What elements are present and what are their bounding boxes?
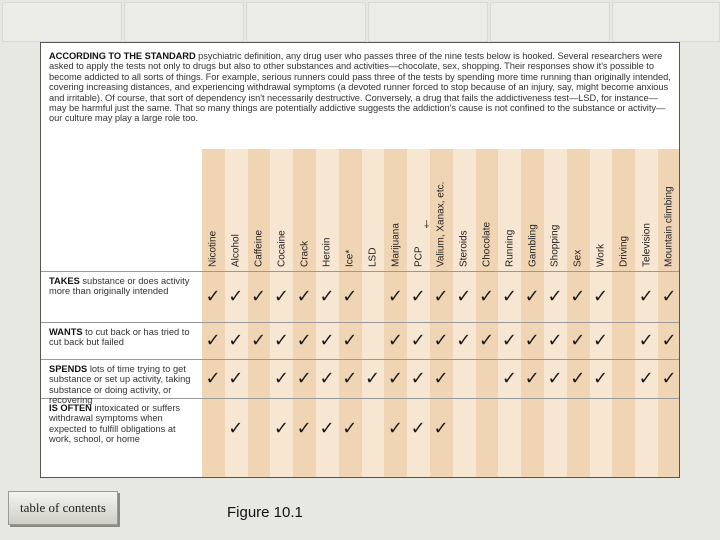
- row-label-lead: SPENDS: [49, 364, 88, 374]
- column-work: [590, 149, 613, 477]
- row-label-lead: IS OFTEN: [49, 403, 92, 413]
- column-running: [498, 149, 521, 477]
- column-header: Mountain climbing: [663, 186, 675, 267]
- column-header: Ice*: [344, 249, 356, 267]
- column-nicotine: [202, 149, 225, 477]
- check-mark: ✓: [296, 367, 312, 389]
- row-label: [49, 327, 199, 348]
- check-mark: ✓: [547, 285, 563, 307]
- column-sex: [567, 149, 590, 477]
- column-shopping: [544, 149, 567, 477]
- check-mark: ✓: [387, 367, 403, 389]
- check-mark: ✓: [319, 367, 335, 389]
- check-mark: ✓: [365, 367, 381, 389]
- column-header: Marijuana: [390, 223, 402, 267]
- column-header: Chocolate: [481, 221, 493, 267]
- check-mark: ✓: [501, 367, 517, 389]
- intro-paragraph: [49, 51, 673, 124]
- intro-text: psychiatric definition, any drug user who passes three of the nine tests below is hooked. Several researchers were asked to apply the tests not only to drugs but also to other substances and activities—chocolate, sex, shopping. Their responses show it's possible to become addicted to all sorts of things. For example, serious runners could pass three of the tests by spending more time running than originally intended, covering increasing distances, and experiencing withdrawal symptoms (a devoted runner forced to stop because of an injury, say, might become anxious and irritable). Of course, that sort of dependency isn't necessarily destructive. Conversely, a drug that fails the addictiveness test—LSD, for instance—may be harmful just the same. That so many things are potentially addictive suggests the addiction's cause is not confined to the substance or activity—our culture may play a large role too.: [49, 51, 671, 124]
- column-header: Running: [504, 229, 516, 267]
- check-mark: ✓: [593, 367, 609, 389]
- check-mark: ✓: [387, 329, 403, 351]
- check-mark: ✓: [410, 367, 426, 389]
- check-mark: ✓: [433, 329, 449, 351]
- check-mark: ✓: [524, 329, 540, 351]
- check-mark: ✓: [524, 367, 540, 389]
- check-mark: ✓: [387, 418, 403, 439]
- check-mark: ✓: [661, 367, 677, 389]
- column-driving: [612, 149, 635, 477]
- check-mark: ✓: [593, 329, 609, 351]
- check-mark: ✓: [410, 418, 426, 439]
- row-label-text: substance or does activity more than originally intended: [49, 276, 190, 297]
- check-mark: ✓: [661, 285, 677, 307]
- row-label: [49, 364, 199, 405]
- column-header: Alcohol: [230, 234, 242, 267]
- row-divider: [41, 322, 680, 323]
- check-mark: ✓: [433, 418, 449, 439]
- column-television: [635, 149, 658, 477]
- column-header: Work: [595, 243, 607, 267]
- figure-caption: Figure 10.1: [227, 504, 303, 521]
- check-mark: ✓: [479, 329, 495, 351]
- check-mark: ✓: [570, 329, 586, 351]
- check-mark: ✓: [433, 285, 449, 307]
- check-mark: ✓: [570, 367, 586, 389]
- check-mark: ✓: [228, 367, 244, 389]
- row-label-text: to cut back or has tried to cut back but failed: [49, 327, 190, 348]
- column-caffeine: [248, 149, 271, 477]
- column-header: Shopping: [549, 224, 561, 267]
- column-header: Sex: [572, 249, 584, 267]
- column-header: Television: [641, 223, 653, 267]
- check-mark: ✓: [456, 285, 472, 307]
- check-mark: ✓: [547, 367, 563, 389]
- check-mark: ✓: [228, 285, 244, 307]
- column-chocolate: [476, 149, 499, 477]
- column-header: Crack: [299, 240, 311, 267]
- check-mark: ✓: [205, 367, 221, 389]
- check-mark: ✓: [342, 329, 358, 351]
- column-header: Driving: [618, 235, 630, 267]
- check-mark: ✓: [501, 329, 517, 351]
- check-mark: ✓: [342, 285, 358, 307]
- check-mark: ✓: [251, 329, 267, 351]
- row-label: [49, 276, 199, 297]
- check-mark: ✓: [593, 285, 609, 307]
- check-mark: ✓: [228, 418, 244, 439]
- check-mark: ✓: [273, 367, 289, 389]
- addiction-table: [40, 42, 680, 478]
- column-header: Caffeine: [253, 229, 265, 267]
- check-mark: ✓: [638, 285, 654, 307]
- check-mark: ✓: [547, 329, 563, 351]
- check-mark: ✓: [205, 285, 221, 307]
- check-mark: ✓: [319, 285, 335, 307]
- check-mark: ✓: [251, 285, 267, 307]
- check-mark: ✓: [479, 285, 495, 307]
- check-mark: ✓: [410, 285, 426, 307]
- check-mark: ✓: [570, 285, 586, 307]
- check-mark: ✓: [433, 367, 449, 389]
- check-mark: ✓: [387, 285, 403, 307]
- check-mark: ✓: [410, 329, 426, 351]
- check-mark: ✓: [501, 285, 517, 307]
- check-mark: ✓: [342, 367, 358, 389]
- column-header: Nicotine: [207, 230, 219, 267]
- column-header: Gambling: [527, 224, 539, 267]
- column-header: PCP: [413, 246, 425, 267]
- check-mark: ✓: [638, 329, 654, 351]
- row-label-lead: TAKES: [49, 276, 80, 286]
- row-label-text: lots of time trying to get substance or set up activity, taking substance or doing activity, or recovering: [49, 364, 191, 405]
- column-header: Steroids: [458, 230, 470, 267]
- column-header: Heroin: [321, 237, 333, 267]
- check-mark: ✓: [638, 367, 654, 389]
- row-divider: [41, 359, 680, 360]
- row-divider: [41, 271, 680, 272]
- check-mark: ✓: [319, 418, 335, 439]
- row-label: [49, 403, 199, 444]
- check-mark: ✓: [296, 329, 312, 351]
- column-steroids: [453, 149, 476, 477]
- check-mark: ✓: [661, 329, 677, 351]
- check-mark: ✓: [319, 329, 335, 351]
- column-header: Cocaine: [276, 230, 288, 267]
- check-mark: ✓: [456, 329, 472, 351]
- check-mark: ✓: [296, 285, 312, 307]
- check-mark: ✓: [205, 329, 221, 351]
- intro-lead: ACCORDING TO THE STANDARD: [49, 51, 196, 61]
- check-mark: ✓: [273, 285, 289, 307]
- column-lsd: [362, 149, 385, 477]
- check-mark: ✓: [342, 418, 358, 439]
- table-of-contents-button[interactable]: table of contents: [8, 491, 118, 525]
- check-mark: ✓: [524, 285, 540, 307]
- column-header: LSD: [367, 247, 379, 267]
- check-mark: ✓: [228, 329, 244, 351]
- column-footnote-mark: †: [424, 217, 430, 229]
- check-mark: ✓: [273, 418, 289, 439]
- column-mountain-climbing: [658, 149, 680, 477]
- check-mark: ✓: [273, 329, 289, 351]
- check-mark: ✓: [296, 418, 312, 439]
- row-label-lead: WANTS: [49, 327, 83, 337]
- column-gambling: [521, 149, 544, 477]
- column-header: Valium, Xanax, etc. †: [424, 181, 447, 267]
- row-label-text: intoxicated or suffers withdrawal symptoms when expected to fulfill obligations at work, school, or home: [49, 403, 181, 444]
